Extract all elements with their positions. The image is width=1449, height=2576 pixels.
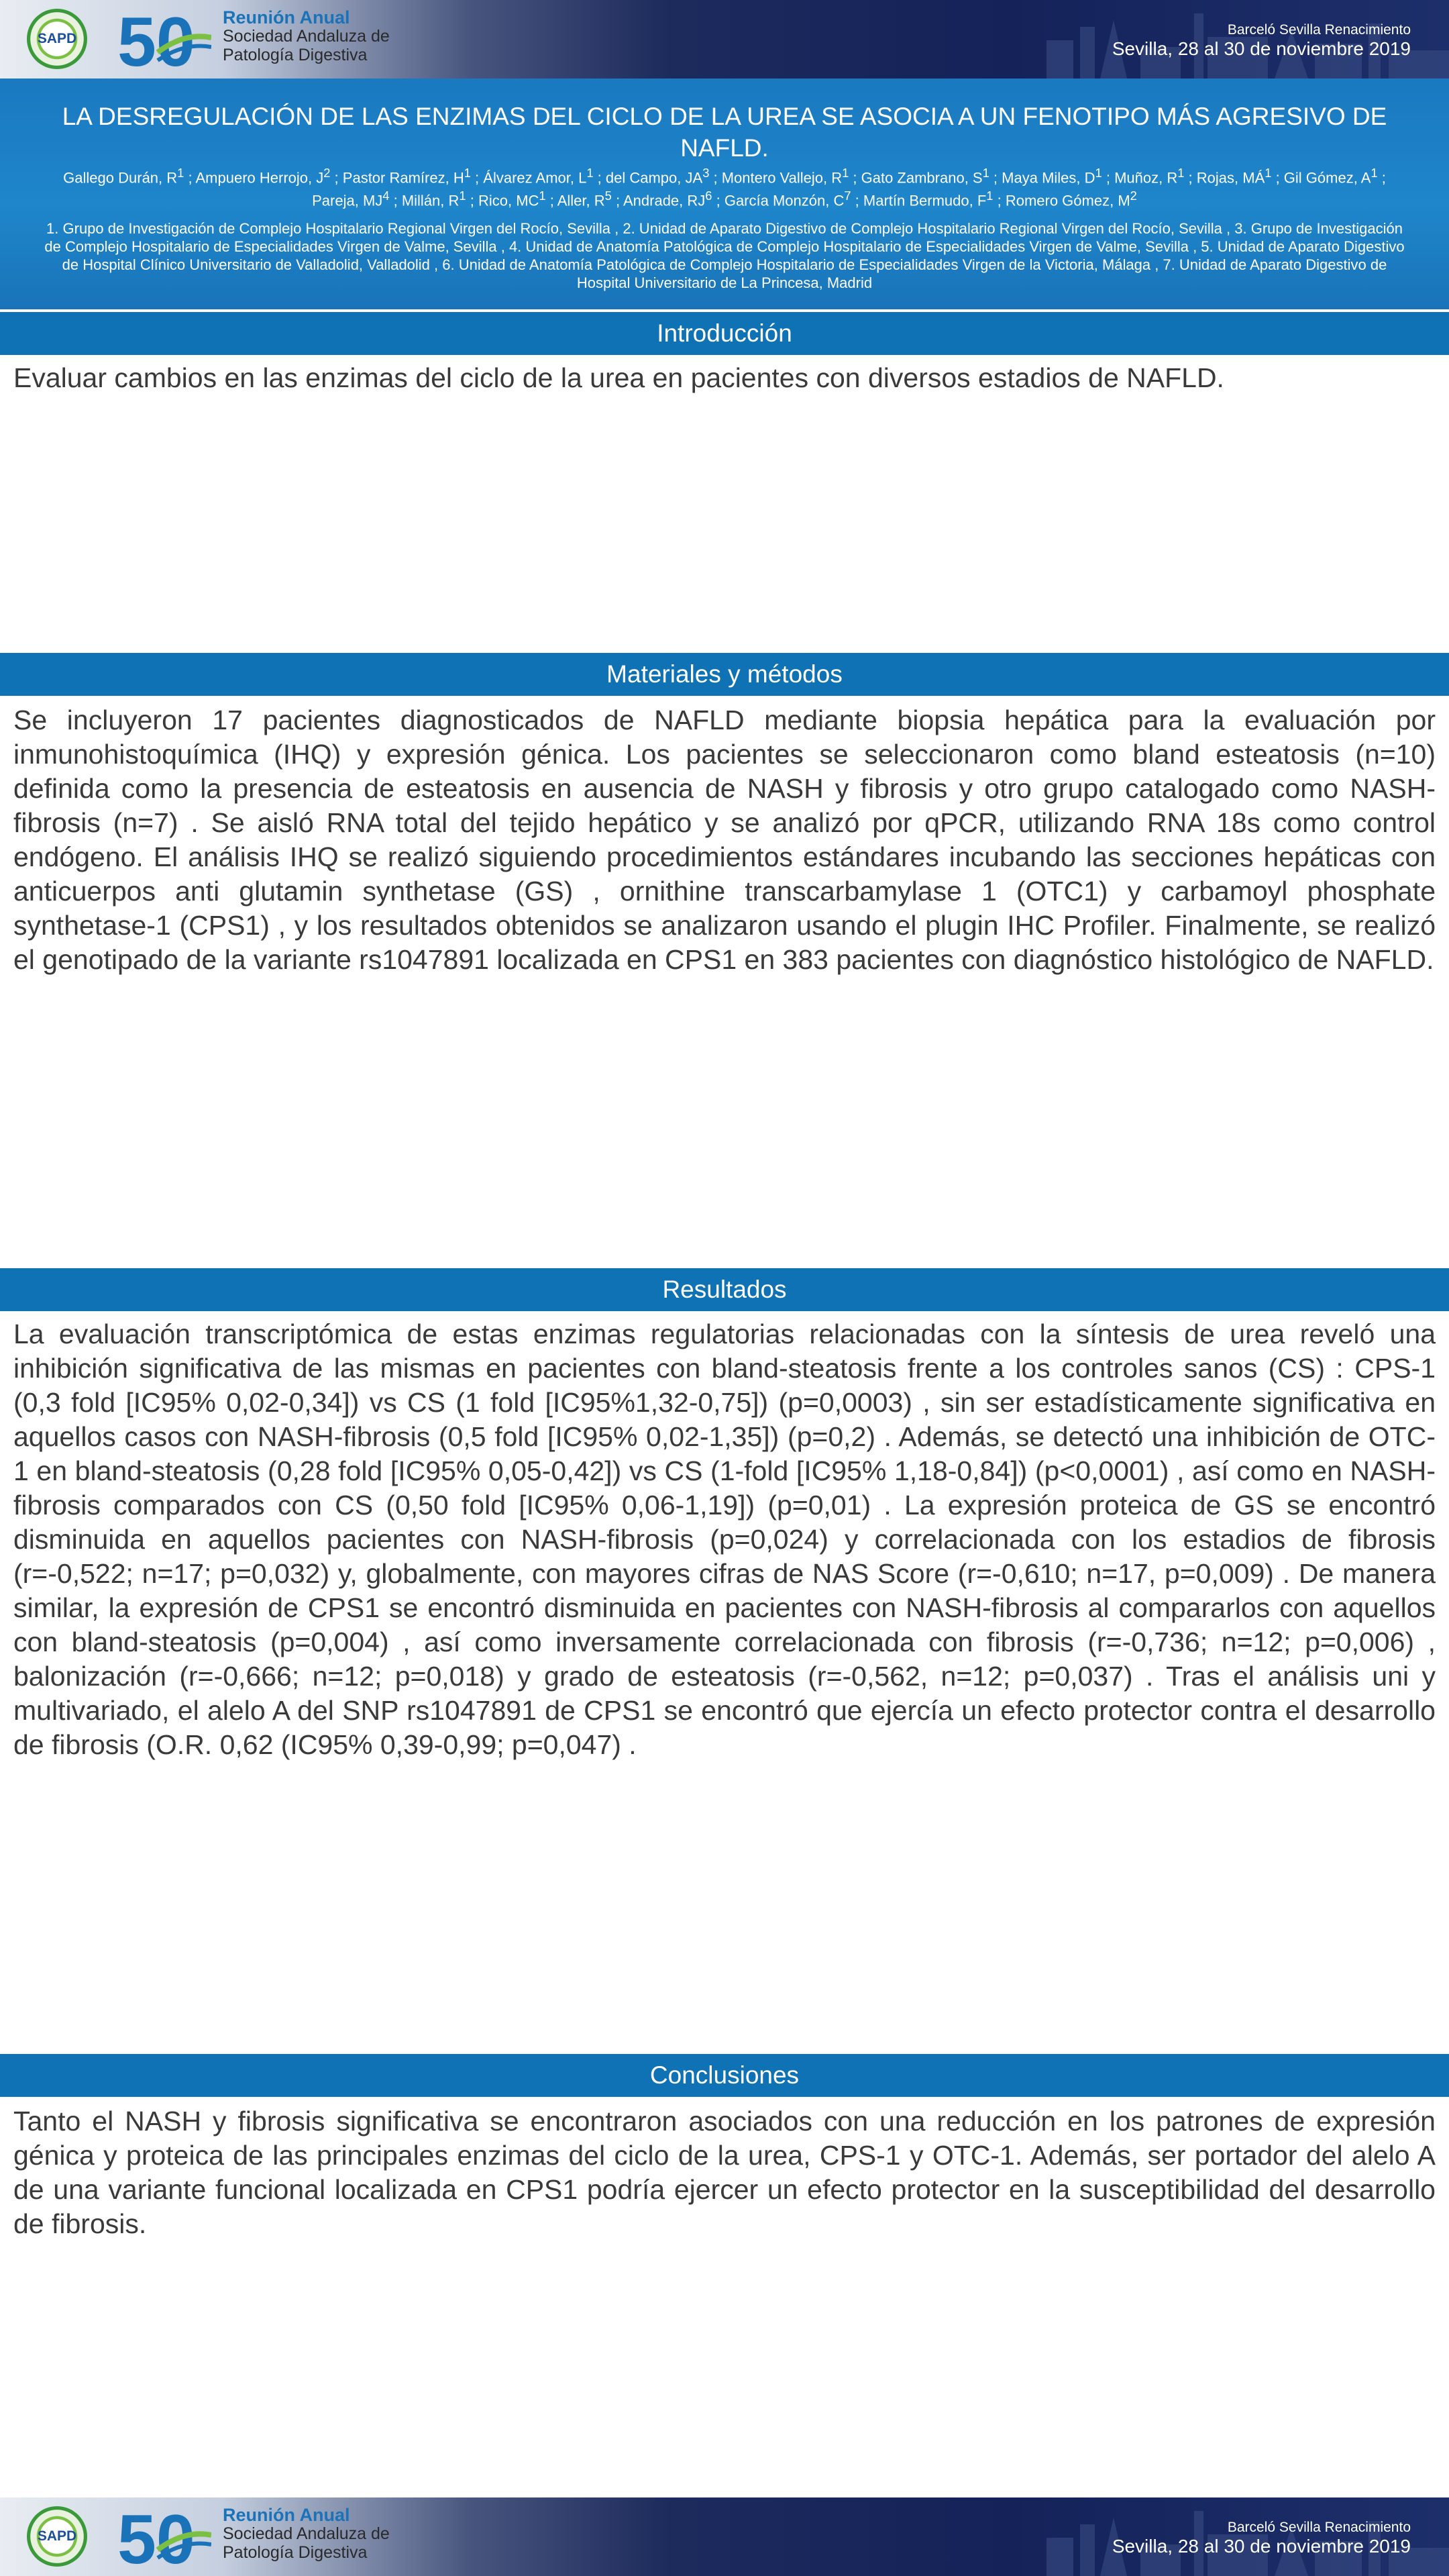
fifty-anniversary-logo [117,5,211,72]
author-name: García Monzón, C [724,192,845,209]
author-affiliation-number: 6 [705,189,712,203]
author-name: Álvarez Amor, L [483,169,587,187]
author-affiliation-number: 1 [986,189,994,203]
section-text-conclusiones: Tanto el NASH y fibrosis significativa se encontraron asociados con una reducción en los patrones de expresión génica y proteica de las principales enzimas del ciclo de la urea, CPS-1 y OTC-1. Además, ser portador del alelo A de una variante funcional localizada en CPS1 podría ejercer un efecto protector en la susceptibilidad del desarrollo de fibrosis. [13,2106,1436,2239]
author-name: Millán, R [401,192,460,209]
section-header-conclusiones: Conclusiones [0,2054,1449,2097]
author-name: Pareja, MJ [312,192,383,209]
author-affiliation-number: 7 [844,189,851,203]
author-name: Aller, R [557,192,605,209]
author-name: Rico, MC [478,192,539,209]
event-venue: Barceló Sevilla Renacimiento Sevilla, 28 al 30 de noviembre 2019 [1112,22,1411,59]
section-header-resultados: Resultados [0,1268,1449,1311]
author-name: Martín Bermudo, F [863,192,987,209]
fifty-text: 50 [117,2503,195,2570]
author-affiliation-number: 1 [586,166,594,180]
authors-list: Gallego Durán, $R^1$ ; Ampuero Herrojo, $J^2$ ; Pastor Ramírez, $H^1$ ; Álvarez Amor, $L^1$ ; del Campo, $JA^3$ ; Montero Vallejo, $R^1$ ; Gato Zambrano, $S^1$ ; Maya Miles, $D^1$ ; Muñoz, $R^1$ ; Rojas, $MÁ^1$ ; Gil Gómez, $A^1$ ; Pareja, $MJ^4$ ; Millán, $R^1$ ; Rico, $MC^1$ ; Aller, $R^5$ ; Andrade, $RJ^6$ ; García Monzón, $C^7$ ; Martín Bermudo, $F^1$ ; Romero Gómez, $M^2$ [63,166,1386,209]
bottom-banner [0,2497,1449,2576]
affiliations: 1. Grupo de Investigación de Complejo Hospitalario Regional Virgen del Rocío, Sevilla , 2. Unidad de Aparato Digestivo de Complejo Hospitalario Regional Virgen del Rocío, Sevilla , 3. Grupo de Investigación de Complejo Hospitalario de Especialidades Virgen de Valme, Sevilla , 4. Unidad de Anatomía Patológica de Complejo Hospitalario de Especialidades Virgen de Valme, Sevilla , 5. Unidad de Aparato Digestivo de Hospital Clínico Universitario de Valladolid, Valladolid , 6. Unidad de Anatomía Patológica de Complejo Hospitalario de Especialidades Virgen de la Victoria, Málaga , 7. Unidad de Aparato Digestivo de Hospital Universitario de La Princesa, Madrid [44,220,1405,291]
author-affiliation-number: 1 [177,166,184,180]
sapd-logo: SAPD [27,9,87,69]
section-text-introduccion: Evaluar cambios en las enzimas del ciclo de la urea en pacientes con diversos estadios de NAFLD. [13,362,1224,393]
section-header-introduccion: Introducción [0,312,1449,355]
page-title: LA DESREGULACIÓN DE LAS ENZIMAS DEL CICLO DE LA UREA SE ASOCIA A UN FENOTIPO MÁS AGRESIVO DE NAFLD. [62,103,1387,162]
fifty-text: 50 [117,5,195,72]
author-affiliation-number: 1 [842,166,849,180]
author-affiliation-number: 1 [459,189,466,203]
author-affiliation-number: 5 [604,189,612,203]
event-name: Reunión Anual Sociedad Andaluza de Patología Digestiva [223,7,390,64]
author-name: Gallego Durán, R [63,169,178,187]
author-name: Andrade, RJ [623,192,706,209]
author-affiliation-number: 2 [1130,189,1137,203]
author-affiliation-number: 1 [982,166,989,180]
sapd-logo: SAPD [27,2506,87,2567]
author-name: Maya Miles, D [1002,169,1095,187]
author-affiliation-number: 1 [539,189,546,203]
author-affiliation-number: 1 [464,166,471,180]
author-name: Rojas, MÁ [1196,169,1265,187]
author-name: Romero Gómez, M [1005,192,1130,209]
author-affiliation-number: 3 [702,166,710,180]
author-name: Montero Vallejo, R [721,169,843,187]
author-name: Gil Gómez, A [1283,169,1371,187]
author-name: Pastor Ramírez, H [342,169,464,187]
author-affiliation-number: 4 [382,189,390,203]
top-banner [0,0,1449,79]
author-affiliation-number: 1 [1095,166,1102,180]
author-affiliation-number: 1 [1371,166,1378,180]
event-name: Reunión Anual Sociedad Andaluza de Patología Digestiva [223,2505,390,2562]
author-name: Ampuero Herrojo, J [195,169,324,187]
section-header-materiales: Materiales y métodos [0,653,1449,696]
section-text-resultados: La evaluación transcriptómica de estas enzimas regulatorias relacionadas con la síntesis de urea reveló una inhibición significativa de las mismas en pacientes con bland-steatosis frente a los controles sanos (CS) : CPS-1 (0,3 fold [IC95% 0,02-0,34]) vs CS (1 fold [IC95%1,32-0,75]) (p=0,0003) , sin ser estadísticamente significativa en aquellos casos con NASH-fibrosis (0,5 fold [IC95% 0,02-1,35]) (p=0,2) . Además, se detectó una inhibición de OTC-1 en bland-steatosis (0,28 fold [IC95% 0,05-0,42]) vs CS (1-fold [IC95% 1,18-0,84]) (p<0,0001) , así como en NASH-fibrosis comparados con CS (0,50 fold [IC95% 0,06-1,19]) (p=0,01) . La expresión proteica de GS se encontró disminuida en aquellos pacientes con NASH-fibrosis (p=0,024) y correlacionada con los estadios de fibrosis (r=-0,522; n=17; p=0,032) y, globalmente, con mayores cifras de NAS Score (r=-0,610; n=17, p=0,009) . De manera similar, la expresión de CPS1 se encontró disminuida en pacientes con NASH-fibrosis al compararlos con aquellos con bland-steatosis (p=0,004) , así como inversamente correlacionada con fibrosis (r=-0,736; n=12; p=0,006) , balonización (r=-0,666; n=12; p=0,018) y grado de esteatosis (r=-0,562, n=12; p=0,037) . Tras el análisis uni y multivariado, el alelo A del SNP rs1047891 de CPS1 se encontró que ejercía un efecto protector contra el desarrollo de fibrosis (O.R. 0,62 (IC95% 0,39-0,99; p=0,047) . [13,1319,1436,1760]
author-name: Gato Zambrano, S [861,169,983,187]
author-name: del Campo, JA [605,169,703,187]
fifty-anniversary-logo [117,2503,211,2570]
author-affiliation-number: 2 [323,166,331,180]
event-venue: Barceló Sevilla Renacimiento Sevilla, 28 al 30 de noviembre 2019 [1112,2520,1411,2557]
author-affiliation-number: 1 [1265,166,1272,180]
section-text-materiales: Se incluyeron 17 pacientes diagnosticados de NAFLD mediante biopsia hepática para la evaluación por inmunohistoquímica (IHQ) y expresión génica. Los pacientes se seleccionaron como bland esteatosis (n=10) definida como la presencia de esteatosis en ausencia de NASH y fibrosis y otro grupo catalogado como NASH-fibrosis (n=7) . Se aisló RNA total del tejido hepático y se analizó por qPCR, utilizando RNA 18s como control endógeno. El análisis IHQ se realizó siguiendo procedimientos estándares incubando las secciones hepáticas con anticuerpos anti glutamin synthetase (GS) , ornithine transcarbamylase 1 (OTC1) y carbamoyl phosphate synthetase-1 (CPS1) , y los resultados obtenidos se analizaron usando el plugin IHC Profiler. Finalmente, se realizó el genotipado de la variante rs1047891 localizada en CPS1 en 383 pacientes con diagnóstico histológico de NAFLD. [13,705,1436,975]
author-name: Muñoz, R [1114,169,1178,187]
title-block [0,79,1449,309]
author-affiliation-number: 1 [1177,166,1185,180]
